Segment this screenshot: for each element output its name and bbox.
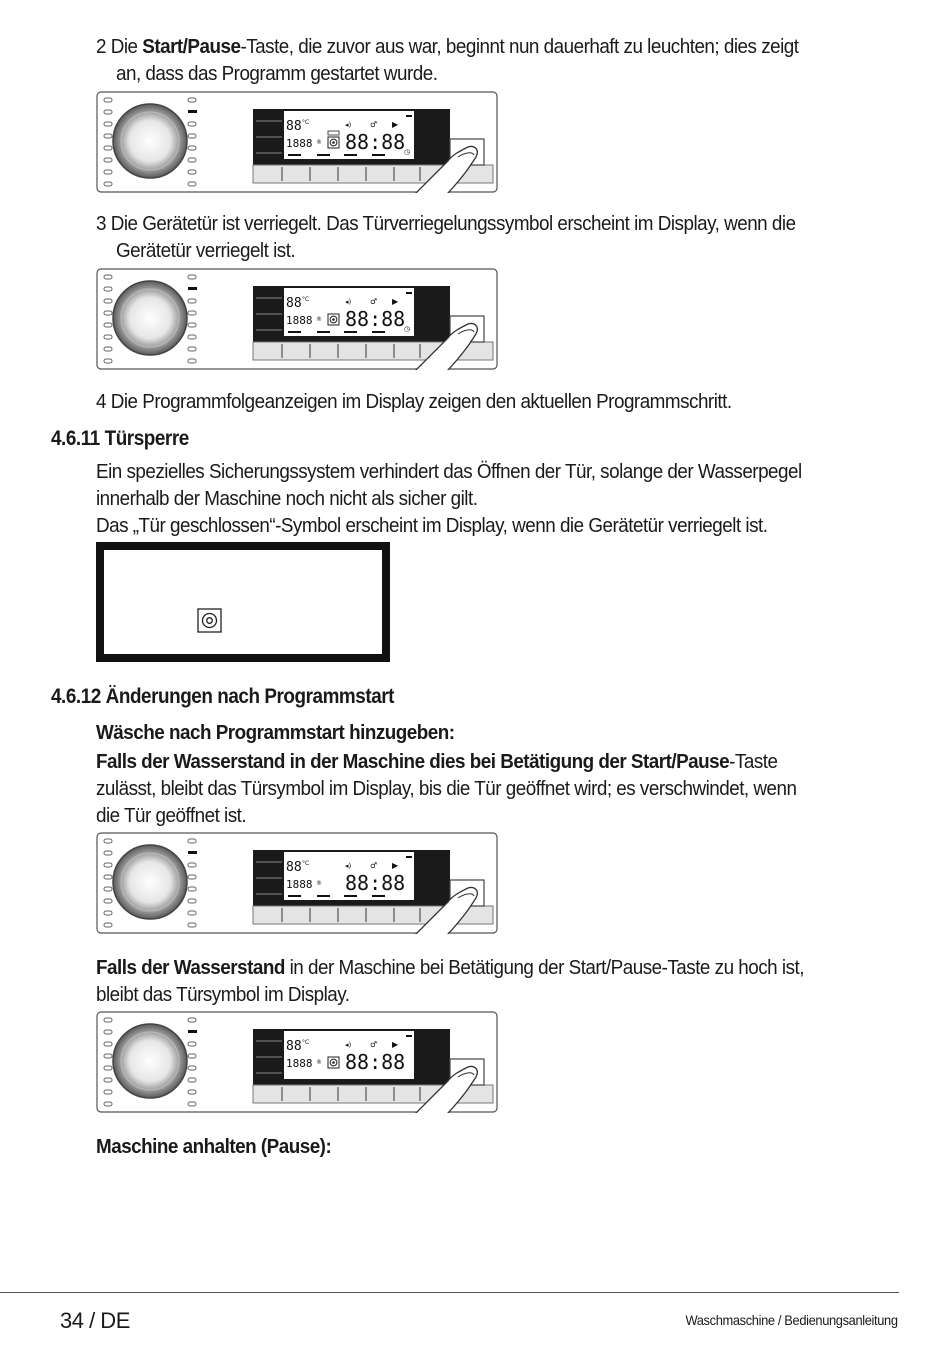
- manual-title: Waschmaschine / Bedienungsanleitung: [685, 1312, 898, 1328]
- display-time: 88:88: [345, 307, 406, 331]
- section-4611-line-3: Das „Tür geschlossen“-Symbol erscheint im Display, wenn die Gerätetür verriegelt ist.: [96, 514, 768, 537]
- display-spin-unit: ®: [316, 139, 322, 146]
- display-temp: 88: [286, 1039, 302, 1054]
- footer-divider: [0, 1292, 899, 1293]
- control-panel-illustration-1: [96, 91, 498, 193]
- display-temp-unit: °C: [302, 860, 310, 867]
- clock-icon: ◷: [404, 148, 411, 156]
- control-panel-illustration-2: [96, 268, 498, 370]
- control-panel-illustration-4: [96, 1011, 498, 1113]
- sound-icon: ◂): [345, 298, 352, 306]
- sound-icon: ◂): [345, 121, 352, 129]
- display-temp-unit: °C: [302, 119, 310, 126]
- paragraph-1-line-3: die Tür geöffnet ist.: [96, 804, 247, 827]
- sound-icon: ◂): [345, 862, 352, 870]
- step-4-line-1: 4 Die Programmfolgeanzeigen im Display zeigen den aktuellen Programmschritt.: [96, 390, 732, 413]
- door-lock-icon: [328, 314, 339, 325]
- display-spin: 1888: [286, 314, 313, 327]
- display-time: 88:88: [345, 871, 406, 895]
- display-temp: 88: [286, 296, 302, 311]
- play-icon: ▶: [392, 120, 399, 129]
- sound-icon: ◂): [345, 1041, 352, 1049]
- display-temp: 88: [286, 860, 302, 875]
- child-lock-icon: ♂: [370, 297, 378, 306]
- display-spin: 1888: [286, 1057, 313, 1070]
- paragraph-2-line-1: Falls der Wasserstand in der Maschine bei Betätigung der Start/Pause-Taste zu hoch ist,: [96, 956, 804, 979]
- door-lock-icon: [328, 1057, 339, 1068]
- display-spin-unit: ®: [316, 880, 322, 887]
- display-temp-unit: °C: [302, 1039, 310, 1046]
- display-spin-unit: ®: [316, 1059, 322, 1066]
- display-time: 88:88: [345, 130, 406, 154]
- clock-icon: ◷: [404, 325, 411, 333]
- paragraph-1-line-1: Falls der Wasserstand in der Maschine dies bei Betätigung der Start/Pause-Taste: [96, 750, 778, 773]
- door-lock-icon: [328, 137, 339, 148]
- section-4611-line-1: Ein spezielles Sicherungssystem verhindert das Öffnen der Tür, solange der Wasserpegel: [96, 460, 802, 483]
- play-icon: ▶: [392, 861, 399, 870]
- section-heading-4611: 4.6.11 Türsperre: [51, 427, 189, 450]
- play-icon: ▶: [392, 297, 399, 306]
- door-lock-icon: [198, 609, 221, 632]
- display-time: 88:88: [345, 1050, 406, 1074]
- paragraph-1-line-2: zulässt, bleibt das Türsymbol im Display, bis die Tür geöffnet wird; es verschwindet, wenn: [96, 777, 797, 800]
- display-temp: 88: [286, 119, 302, 134]
- step-3-line-2: Gerätetür verriegelt ist.: [116, 239, 296, 262]
- display-temp-unit: °C: [302, 296, 310, 303]
- display-spin: 1888: [286, 137, 313, 150]
- child-lock-icon: ♂: [370, 861, 378, 870]
- child-lock-icon: ♂: [370, 120, 378, 129]
- display-spin-unit: ®: [316, 316, 322, 323]
- display-spin: 1888: [286, 878, 313, 891]
- subheading-add-laundry: Wäsche nach Programmstart hinzugeben:: [96, 721, 455, 744]
- section-4611-line-2: innerhalb der Maschine noch nicht als sicher gilt.: [96, 487, 478, 510]
- page-number: 34 / DE: [60, 1308, 130, 1333]
- subheading-pause: Maschine anhalten (Pause):: [96, 1135, 332, 1158]
- step-2-line-1: 2 Die Start/Pause-Taste, die zuvor aus war, beginnt nun dauerhaft zu leuchten; dies zeigt: [96, 35, 799, 58]
- door-locked-display-illustration: [96, 542, 390, 662]
- child-lock-icon: ♂: [370, 1040, 378, 1049]
- section-heading-4612: 4.6.12 Änderungen nach Programmstart: [51, 685, 395, 708]
- play-icon: ▶: [392, 1040, 399, 1049]
- step-2-line-2: an, dass das Programm gestartet wurde.: [116, 62, 438, 85]
- step-3-line-1: 3 Die Gerätetür ist verriegelt. Das Türverriegelungssymbol erscheint im Display, wenn die: [96, 212, 796, 235]
- paragraph-2-line-2: bleibt das Türsymbol im Display.: [96, 983, 350, 1006]
- control-panel-illustration-3: [96, 832, 498, 934]
